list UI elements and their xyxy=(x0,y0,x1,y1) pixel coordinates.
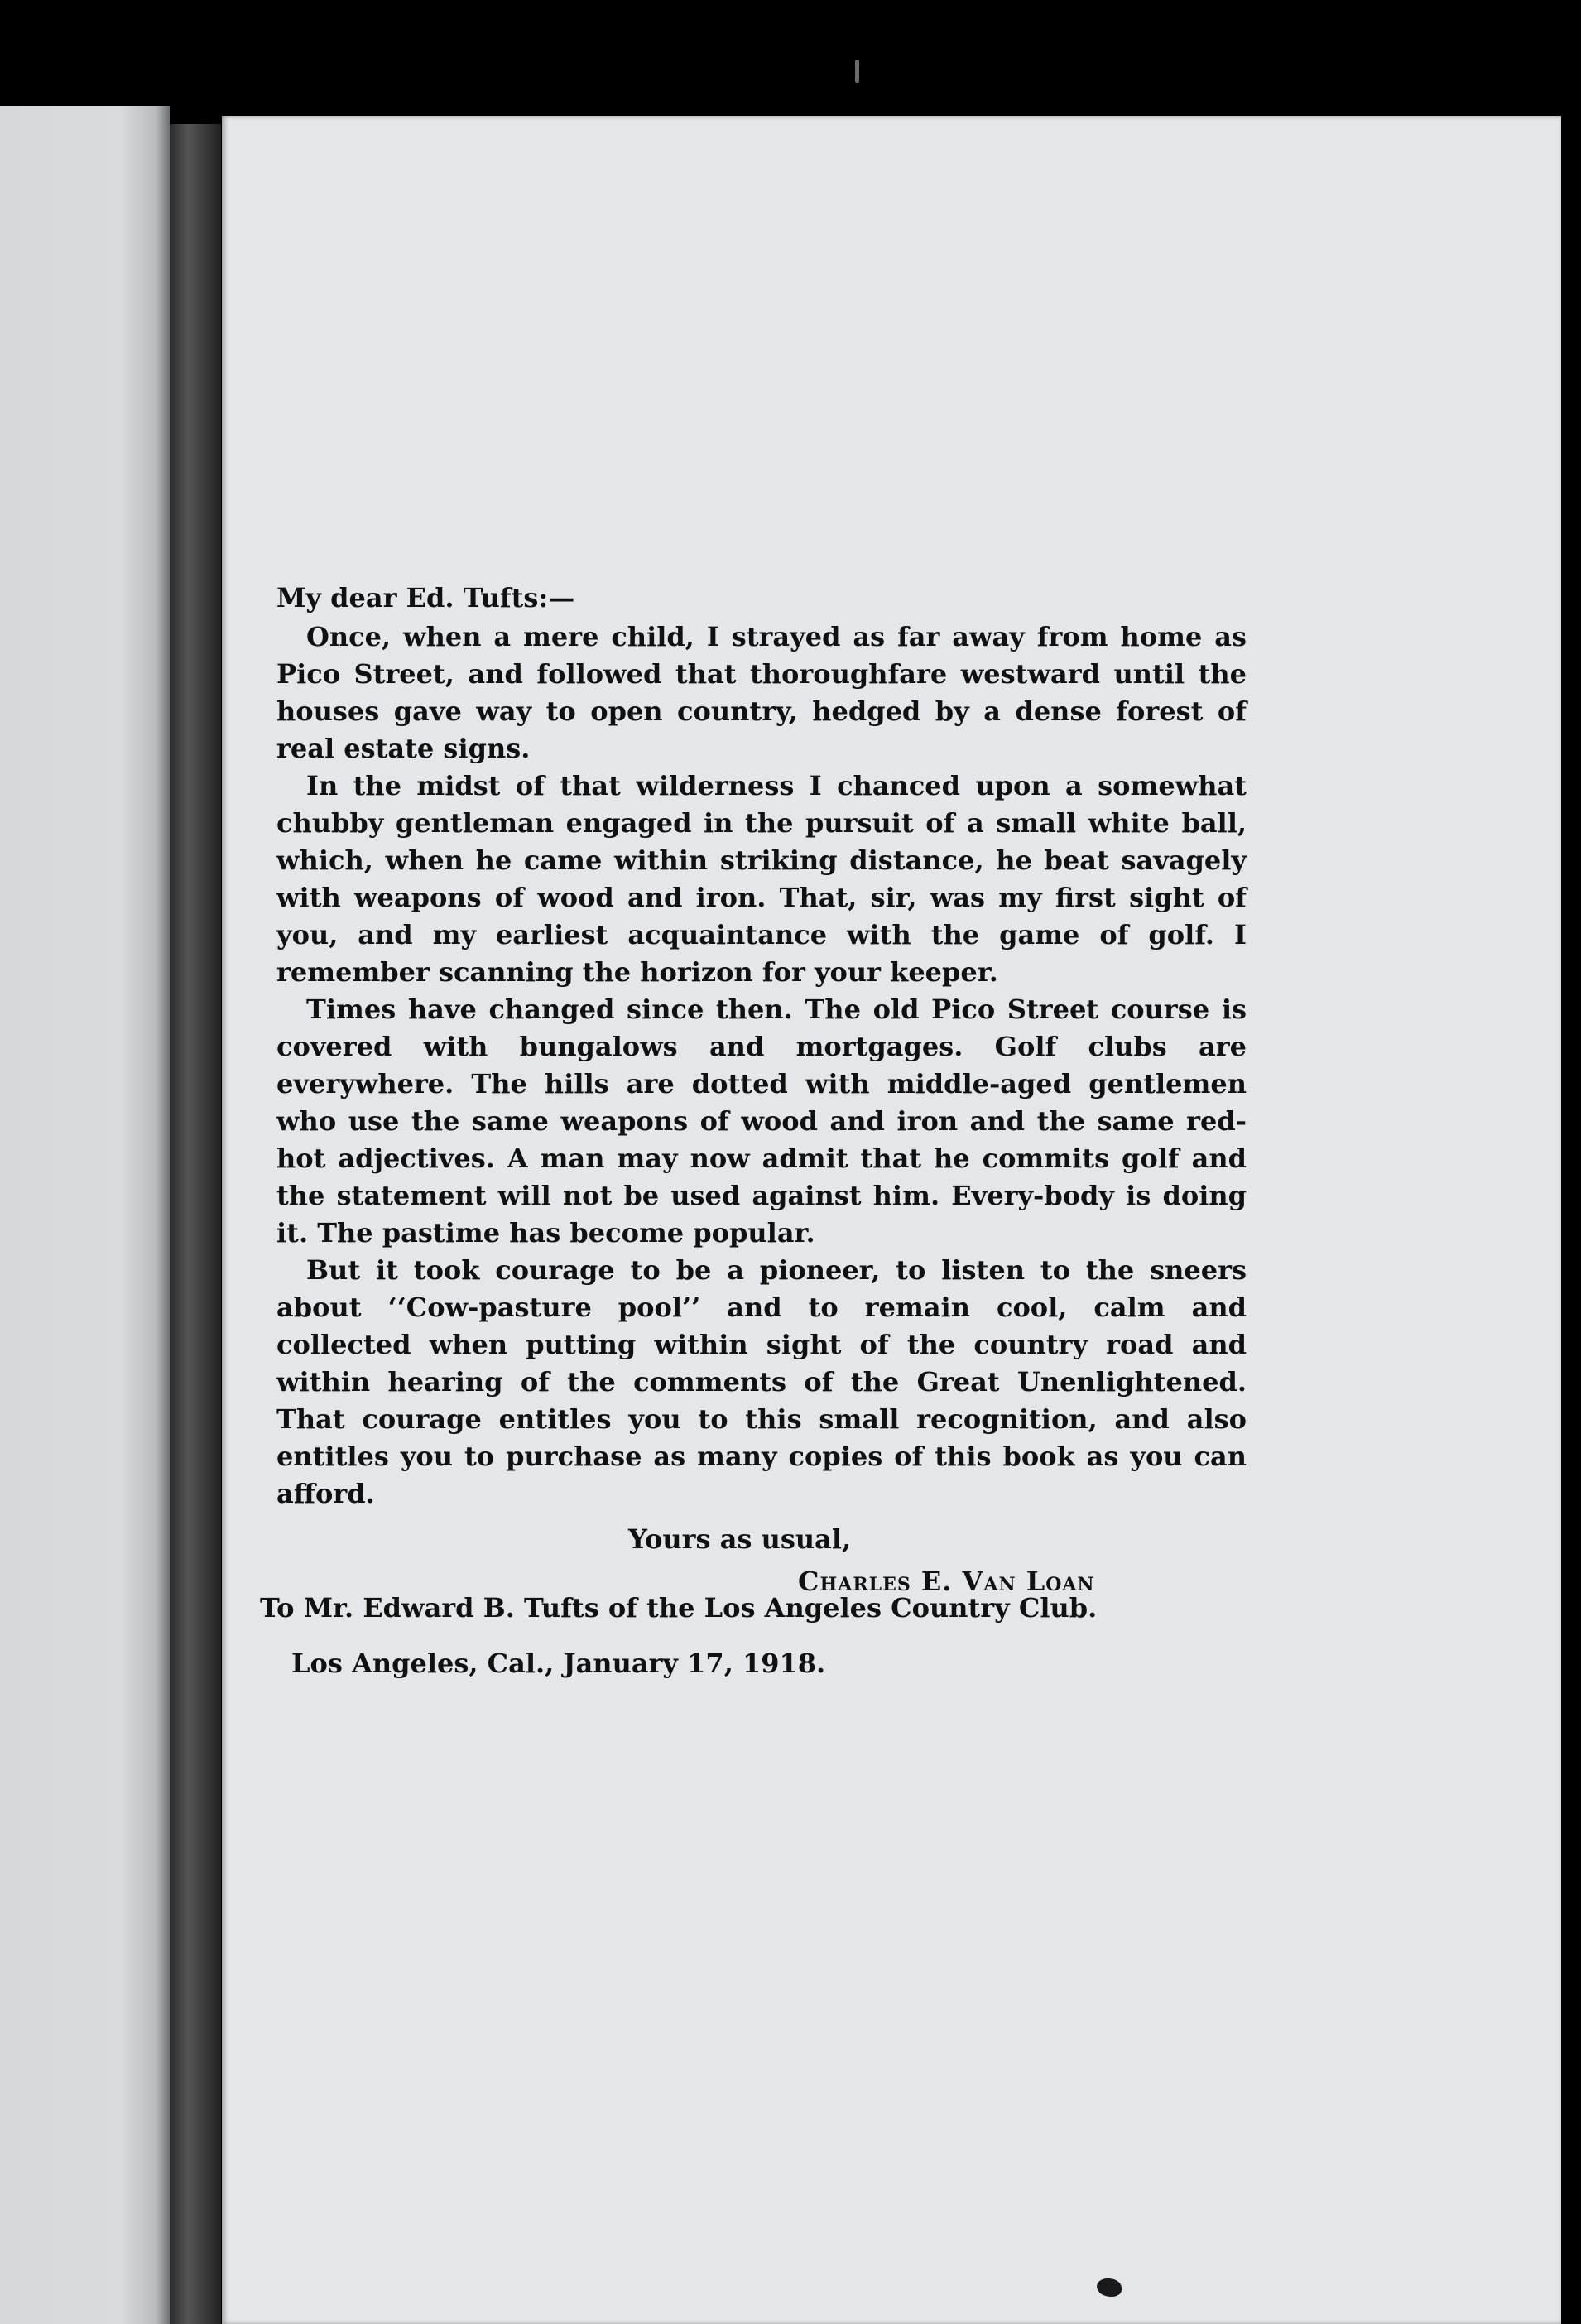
book-binding-shadow xyxy=(170,124,221,2324)
paragraph-1: Once, when a mere child, I strayed as far away from home as Pico Street, and followed that thoroughfare westward until the houses gave way to open country, hedged by a dense forest of real estate signs. xyxy=(276,621,1247,764)
salutation: My dear Ed. Tufts:— xyxy=(276,582,575,613)
scan-artifact-top xyxy=(855,60,859,83)
signature: Charles E. Van Loan xyxy=(798,1566,1095,1597)
closing: Yours as usual, xyxy=(628,1523,852,1555)
paragraph-3: Times have changed since then. The old Pico Street course is covered with bungalows and mortgages. Golf clubs are everywhere. The hills are dotted with middle-aged gentlemen who use the same weapons of wood and iron and the same red-hot adjectives. A man may now admit that he commits golf and the statement will not be used against him. Every-body is doing it. The pastime has become popular. xyxy=(276,994,1247,1249)
place-and-date: Los Angeles, Cal., January 17, 1918. xyxy=(291,1648,826,1679)
letter-body xyxy=(276,580,1247,1600)
right-border xyxy=(1561,0,1581,2324)
dedication-line: To Mr. Edward B. Tufts of the Los Angeles Country Club. xyxy=(260,1592,1098,1624)
paragraph-2: In the midst of that wilderness I chanced upon a somewhat chubby gentleman engaged in the pursuit of a small white ball, which, when he came within striking distance, he beat savagely with weapons of wood and iron. That, sir, was my first sight of you, and my earliest acquaintance with the game of golf. I remember scanning the horizon for your keeper. xyxy=(276,770,1247,988)
paragraph-4: But it took courage to be a pioneer, to listen to the sneers about ‘‘Cow-pasture pool’’ and to remain cool, calm and collected when putting within sight of the country road and within hearing of the comments of the Great Unenlightened. That courage entitles you to this small recognition, and also entitles you to purchase as many copies of this book as you can afford. xyxy=(276,1254,1247,1509)
previous-page-edge xyxy=(0,106,170,2324)
